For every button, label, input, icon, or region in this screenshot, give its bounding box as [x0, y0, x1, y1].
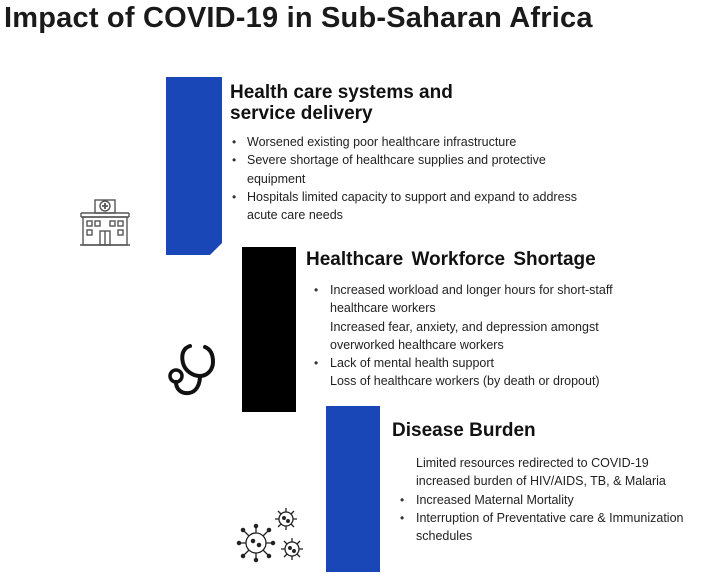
list-item: • Increased Maternal Mortality [392, 491, 709, 509]
page-title: Impact of COVID-19 in Sub-Saharan Africa [4, 2, 593, 34]
section-item-list [392, 454, 709, 545]
section-3-accent-bar [326, 406, 380, 572]
list-item: • Interruption of Preventative care & Immunization schedules [392, 509, 709, 546]
section-2-accent-bar [242, 247, 296, 412]
list-item: Increased fear, anxiety, and depression amongst overworked healthcare workers [330, 319, 599, 352]
list-item: • Worsened existing poor healthcare infrastructure [230, 133, 670, 151]
section-item-list [230, 133, 670, 224]
section-disease-burden [392, 420, 709, 545]
virus-icon [236, 505, 308, 569]
list-item: • Hospitals limited capacity to support and expand to address acute care needs [230, 188, 587, 225]
list-item: Loss of healthcare workers (by death or dropout) [330, 374, 600, 389]
section-1-accent-bar [166, 77, 222, 255]
section-heading: Health care systems and service delivery [230, 82, 453, 124]
list-item: Limited resources redirected to COVID-19 increased burden of HIV/AIDS, TB, & Malaria [416, 456, 666, 489]
section-heading: Healthcare Workforce Shortage [306, 249, 596, 270]
stethoscope-icon [163, 343, 225, 403]
section-workforce-shortage [306, 249, 706, 391]
list-item: • Increased workload and longer hours for short-staff healthcare workers [306, 281, 660, 318]
list-item: • Severe shortage of healthcare supplies and protective equipment [230, 151, 547, 188]
section-health-care-systems [230, 82, 670, 224]
section-item-list [306, 281, 706, 391]
hospital-icon [78, 195, 132, 247]
list-item: • Lack of mental health support [306, 354, 706, 372]
section-heading: Disease Burden [392, 420, 536, 441]
